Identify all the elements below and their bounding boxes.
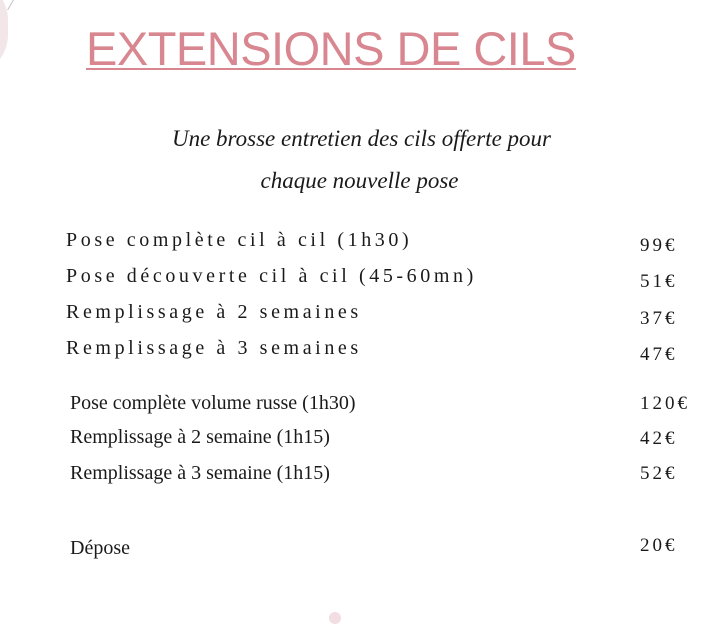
- decorative-shape: [0, 0, 8, 75]
- service-label: Pose complète volume russe (1h30): [70, 392, 356, 414]
- service-price: 52€: [640, 463, 678, 484]
- service-label: Remplissage à 3 semaines: [66, 337, 362, 359]
- service-price: 37€: [640, 308, 678, 329]
- service-label: Dépose: [70, 537, 130, 559]
- service-label: Pose complète cil à cil (1h30): [66, 229, 413, 251]
- decorative-dot: [329, 612, 341, 624]
- service-price: 47€: [640, 344, 678, 365]
- service-price: 20€: [640, 535, 678, 556]
- page-title: EXTENSIONS DE CILS: [86, 22, 576, 75]
- subtitle-line-2: chaque nouvelle pose: [260, 168, 459, 193]
- service-price: 120€: [640, 393, 690, 414]
- decorative-line: [0, 0, 14, 10]
- subtitle-line-1: Une brosse entretien des cils offerte pour: [171, 126, 551, 151]
- service-label: Pose découverte cil à cil (45-60mn): [66, 265, 477, 287]
- service-label: Remplissage à 3 semaine (1h15): [70, 462, 330, 484]
- service-price: 42€: [640, 428, 678, 449]
- service-price: 51€: [640, 271, 678, 292]
- service-label: Remplissage à 2 semaine (1h15): [70, 426, 330, 448]
- service-price: 99€: [640, 235, 678, 256]
- service-label: Remplissage à 2 semaines: [66, 301, 362, 323]
- subtitle: [0, 118, 719, 202]
